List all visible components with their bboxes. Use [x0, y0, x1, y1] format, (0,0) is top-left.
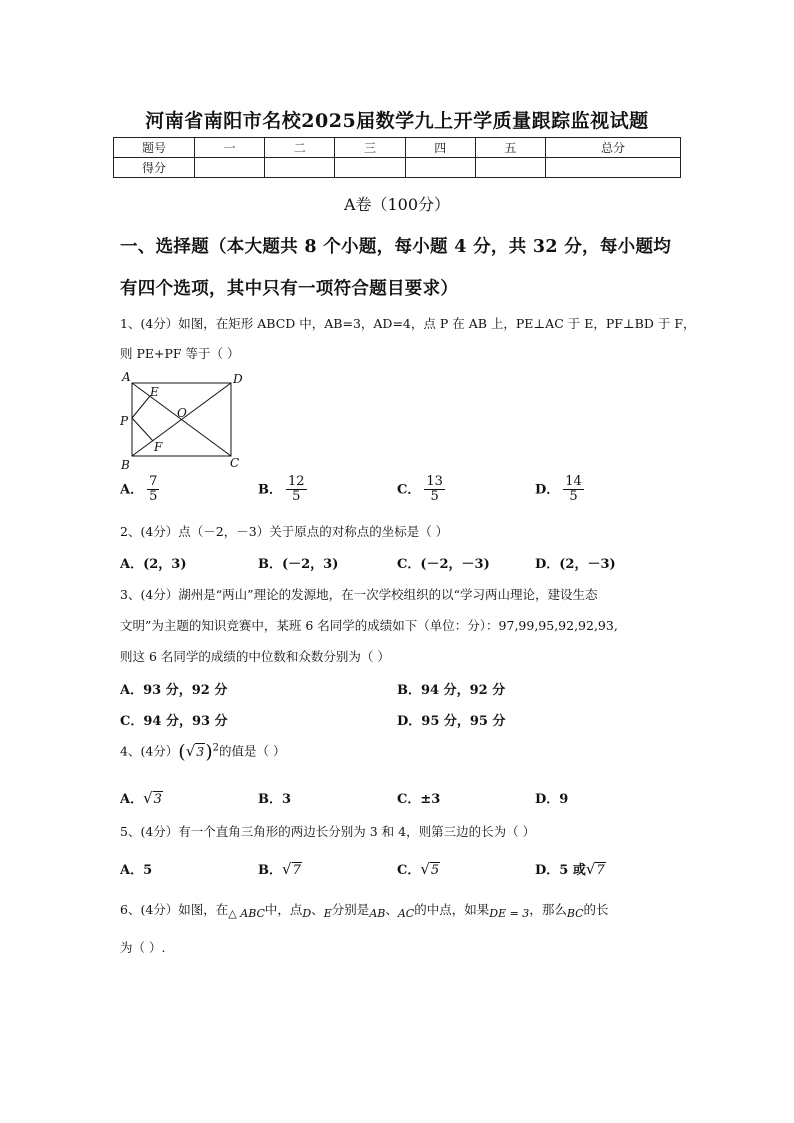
label-d: D — [233, 372, 243, 386]
score-table-header-row — [114, 138, 681, 158]
score-cell[interactable] — [335, 158, 405, 178]
score-header-cell: 五 — [475, 138, 545, 158]
segment-pe — [132, 396, 150, 418]
q1-option-b[interactable]: B． $\frac{12}{5}$ — [258, 474, 305, 505]
label-p: P — [120, 414, 129, 428]
q5-option-a[interactable]: A．5 — [120, 863, 153, 878]
q3-option-b[interactable]: B．94 分，92 分 — [397, 683, 506, 698]
sqrt-expression: √7 — [585, 860, 605, 878]
score-header-cell: 四 — [405, 138, 475, 158]
q5-option-d[interactable]: D．5 或√7 — [535, 860, 605, 878]
q2-option-d[interactable]: D．(2，－3) — [535, 557, 616, 572]
q1-figure — [115, 368, 255, 474]
q1-option-a[interactable]: A． $\frac{7}{5}$ — [120, 474, 158, 505]
label-f: F — [154, 440, 163, 454]
label-a: A — [122, 370, 131, 384]
q1-option-d[interactable]: D． $\frac{14}{5}$ — [535, 474, 582, 505]
sqrt-expression: √7 — [282, 860, 301, 878]
label-c: C — [230, 456, 240, 470]
q5-text: 5、(4分）有一个直角三角形的两边长分别为 3 和 4，则第三边的长为（ ） — [120, 824, 536, 839]
score-header-cell: 二 — [265, 138, 335, 158]
q5-option-c[interactable]: C．√5 — [397, 860, 440, 878]
q4-option-d[interactable]: D．9 — [535, 792, 569, 807]
q2-text: 2、(4分）点（－2，－3）关于原点的对称点的坐标是（ ） — [120, 524, 449, 539]
q6-text-line2: 为（ ）. — [120, 940, 166, 955]
q6-text-line1: 6、(4分）如图，在△ ABC中，点D、E分别是AB、AC的中点，如果DE = 3，那么BC的长 — [120, 902, 609, 920]
q4-option-a[interactable]: A．√3 — [120, 789, 162, 807]
label-o: O — [177, 406, 187, 420]
q3-option-d[interactable]: D．95 分，95 分 — [397, 714, 506, 729]
score-cell[interactable] — [546, 158, 681, 178]
q4-option-c[interactable]: C．±3 — [397, 792, 441, 807]
score-header-cell: 题号 — [114, 138, 195, 158]
segment-pf — [132, 418, 153, 441]
sqrt-expression: √3 — [143, 789, 162, 807]
score-cell[interactable] — [265, 158, 335, 178]
q3-option-c[interactable]: C．94 分，93 分 — [120, 714, 228, 729]
score-row-label: 得分 — [114, 158, 195, 178]
section-a-heading: A卷（100分） — [343, 195, 451, 214]
fraction: $\frac{13}{5}$ — [426, 474, 443, 505]
q3-text-line3: 则这 6 名同学的成绩的中位数和众数分别为（ ） — [120, 649, 390, 664]
q3-text-line1: 3、(4分）湖州是“两山”理论的发源地，在一次学校组织的以“学习两山理论，建设生态 — [120, 587, 598, 602]
score-cell[interactable] — [195, 158, 265, 178]
fraction: $\frac{12}{5}$ — [288, 474, 305, 505]
score-cell[interactable] — [475, 158, 545, 178]
q2-option-b[interactable]: B．(－2，3) — [258, 557, 339, 572]
label-e: E — [150, 385, 159, 399]
score-header-cell: 总分 — [546, 138, 681, 158]
page-title: 河南省南阳市名校2025届数学九上开学质量跟踪监视试题 — [145, 110, 649, 132]
q1-text-line1: 1、(4分）如图，在矩形 ABCD 中，AB=3，AD=4，点 P 在 AB 上，PE⊥AC 于 E，PF⊥BD 于 F， — [120, 316, 696, 331]
score-table-score-row — [114, 158, 681, 178]
part1-heading-line1: 一、选择题（本大题共 8 个小题，每小题 4 分，共 32 分，每小题均 — [120, 237, 672, 257]
part1-heading-line2: 有四个选项，其中只有一项符合题目要求） — [120, 279, 459, 299]
q2-option-c[interactable]: C．(－2，－3) — [397, 557, 490, 572]
score-cell[interactable] — [405, 158, 475, 178]
q3-option-a[interactable]: A．93 分，92 分 — [120, 683, 228, 698]
label-b: B — [121, 458, 130, 472]
q4-text: 4、(4分）$(√3)^2$的值是（ ） — [120, 741, 286, 763]
q2-option-a[interactable]: A．(2，3) — [120, 557, 187, 572]
q3-text-line2: 文明”为主题的知识竞赛中，某班 6 名同学的成绩如下（单位：分）：97,99,95,92,92,93, — [120, 618, 618, 633]
q1-text-line2: 则 PE+PF 等于（ ） — [120, 346, 240, 361]
score-header-cell: 一 — [195, 138, 265, 158]
q4-option-b[interactable]: B．3 — [258, 792, 292, 807]
fraction: $\frac{14}{5}$ — [565, 474, 582, 505]
q1-option-c[interactable]: C． $\frac{13}{5}$ — [397, 474, 443, 505]
score-header-cell: 三 — [335, 138, 405, 158]
sqrt-expression: √5 — [420, 860, 440, 878]
score-table — [113, 137, 681, 178]
q5-option-b[interactable]: B．√7 — [258, 860, 301, 878]
sqrt-expression: √3 — [185, 741, 205, 760]
fraction: $\frac{7}{5}$ — [149, 474, 158, 505]
